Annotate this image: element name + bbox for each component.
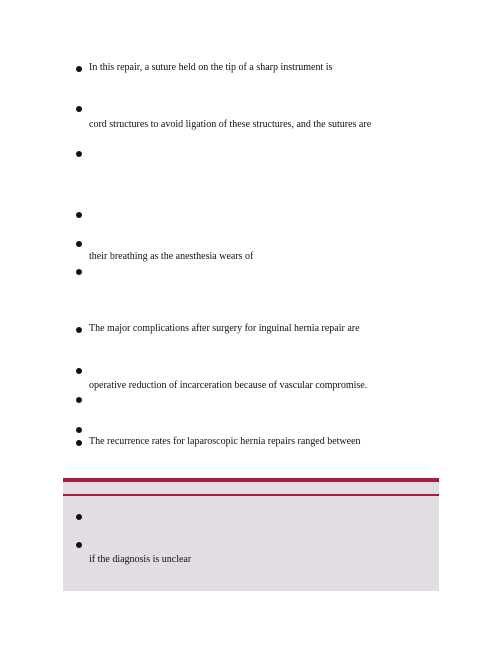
callout-top-rule [63, 478, 439, 482]
bullet-text: operative reduction of incarceration because of vascular compromise. [89, 380, 368, 391]
bullet-icon [76, 440, 82, 446]
bullet-text: their breathing as the anesthesia wears of [89, 251, 254, 262]
bullet-text: In this repair, a suture held on the tip of a sharp instrument is [89, 62, 333, 73]
callout-text: if the diagnosis is unclear [89, 554, 192, 565]
bullet-icon [76, 151, 82, 157]
bullet-icon [76, 269, 82, 275]
bullet-text: The major complications after surgery for inguinal hernia repair are [89, 323, 360, 334]
bullet-icon [76, 542, 82, 548]
bullet-icon [76, 106, 82, 112]
bullet-icon [76, 514, 82, 520]
bullet-icon [76, 212, 82, 218]
bullet-text: cord structures to avoid ligation of these structures, and the sutures are [89, 119, 372, 130]
bullet-icon [76, 427, 82, 433]
bullet-icon [76, 241, 82, 247]
bullet-icon [76, 368, 82, 374]
bullet-icon [76, 66, 82, 72]
callout-divider [63, 494, 439, 496]
bullet-text: The recurrence rates for laparoscopic hernia repairs ranged between [89, 436, 361, 447]
bullet-icon [76, 327, 82, 333]
bullet-icon [76, 397, 82, 403]
